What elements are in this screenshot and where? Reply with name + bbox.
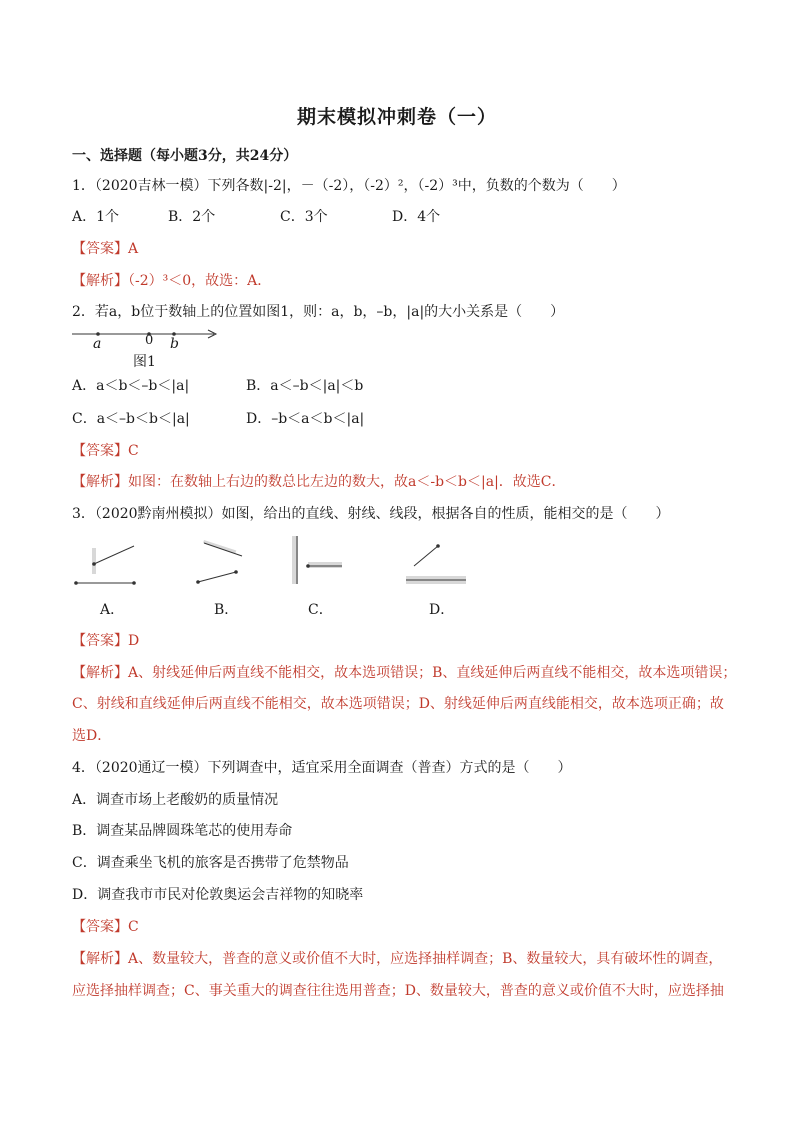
q1-option-a: A．1个 <box>72 209 120 225</box>
question-3-stem: 3．（2020黔南州模拟）如图，给出的直线、射线、线段，根据各自的性质，能相交的是（ ） <box>72 506 670 522</box>
number-line-label-a: a <box>93 336 102 352</box>
q1-answer: 【答案】A <box>72 241 139 257</box>
question-2-stem: 2．若a，b位于数轴上的位置如图1，则：a，b，–b，|a|的大小关系是（ ） <box>72 304 565 320</box>
q4-answer: 【答案】C <box>72 919 139 935</box>
question-1-stem: 1．（2020吉林一模）下列各数|-2|，－（-2），（-2）²，（-2）³中，负数的个数为（ ） <box>72 178 626 194</box>
figure-d-label: D． <box>429 602 455 618</box>
q4-option-b: B．调查某品牌圆珠笔芯的使用寿命 <box>72 823 293 839</box>
figure-d <box>400 536 480 588</box>
q4-option-c: C．调查乘坐飞机的旅客是否携带了危禁物品 <box>72 855 349 871</box>
q3-analysis-line-1: 【解析】A、射线延伸后两直线不能相交，故本选项错误；B、直线延伸后两直线不能相交，故本选项错误； <box>72 665 737 681</box>
q2-option-d: D．–b＜a＜b＜|a| <box>246 411 365 427</box>
q2-option-b: B．a＜–b＜|a|＜b <box>246 378 364 394</box>
q2-analysis: 【解析】如图：在数轴上右边的数总比左边的数大，故a＜-b＜b＜|a|．故选C． <box>72 474 566 490</box>
number-line-label-zero: 0 <box>145 333 154 348</box>
q4-option-a: A．调查市场上老酸奶的质量情况 <box>72 792 279 808</box>
q4-option-d: D．调查我市市民对伦敦奥运会吉祥物的知晓率 <box>72 887 364 903</box>
figure-b <box>190 536 260 586</box>
q2-answer: 【答案】C <box>72 443 139 459</box>
figure-b-label: B． <box>214 602 239 618</box>
q1-option-d: D．4个 <box>392 209 441 225</box>
q3-answer: 【答案】D <box>72 633 140 649</box>
q3-analysis-line-3: 选D． <box>72 728 112 744</box>
q1-option-c: C．3个 <box>280 209 328 225</box>
q2-option-a: A．a＜b＜–b＜|a| <box>72 378 190 394</box>
q2-option-c: C．a＜–b＜b＜|a| <box>72 411 190 427</box>
figure-c <box>288 536 348 586</box>
number-line-label-b: b <box>170 336 179 352</box>
question-4-stem: 4．（2020通辽一模）下列调查中，适宜采用全面调查（普查）方式的是（ ） <box>72 760 572 776</box>
figure-a <box>70 540 150 590</box>
section-heading: 一、选择题（每小题3分，共24分） <box>72 148 298 164</box>
figure-caption: 图1 <box>133 354 156 370</box>
page-title: 期末模拟冲刺卷（一） <box>296 106 497 128</box>
q1-option-b: B．2个 <box>168 209 216 225</box>
q3-analysis-line-2: C、射线和直线延伸后两直线不能相交，故本选项错误；D、射线延伸后两直线能相交，故本选项正确；故 <box>72 696 724 712</box>
figure-a-label: A． <box>100 602 125 618</box>
q1-analysis: 【解析】（-2）³＜0，故选：A． <box>72 273 272 289</box>
q4-analysis-line-1: 【解析】A、数量较大，普查的意义或价值不大时，应选择抽样调查；B、数量较大，具有破坏性的调查， <box>72 951 723 967</box>
q4-analysis-line-2: 应选择抽样调查；C、事关重大的调查往往选用普查；D、数量较大，普查的意义或价值不大时，应选择抽 <box>72 983 724 999</box>
figure-c-label: C． <box>308 602 333 618</box>
